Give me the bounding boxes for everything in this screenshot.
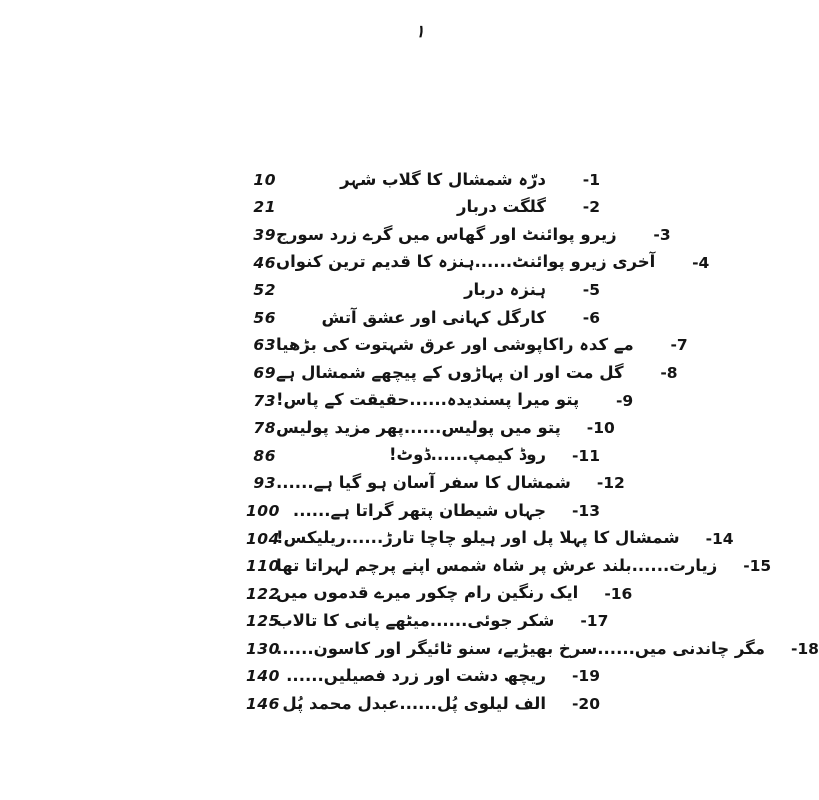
toc-entry [246, 580, 633, 608]
entry-page-number: 130 [246, 639, 280, 658]
toc-entry [246, 470, 625, 498]
toc-entry [246, 359, 678, 387]
toc-entry [246, 166, 600, 194]
entry-title: گلگت دربار [457, 197, 546, 217]
entry-page-number: 52 [253, 281, 276, 300]
entry-serial: -7 [670, 336, 688, 355]
entry-page-number: 86 [253, 446, 276, 465]
toc-entry [246, 249, 710, 277]
entry-page-number: 10 [253, 170, 276, 189]
toc-entry [246, 221, 671, 249]
toc-entry [246, 663, 600, 691]
entry-serial: -10 [586, 419, 615, 438]
entry-page-number: 93 [253, 474, 276, 493]
toc-entry [246, 304, 600, 332]
entry-title: زیرو پوائنٹ اور گھاس میں گرے زرد سورج [276, 224, 617, 244]
toc-entry [246, 552, 772, 580]
entry-serial: -14 [705, 529, 734, 548]
entry-title: کارگل کہانی اور عشق آتش [321, 307, 546, 327]
entry-title: زیارت......بلند عرش پر شاہ شمس اپنے پرچم لہراتا تھا [276, 555, 718, 575]
entry-serial: -3 [653, 225, 671, 244]
entry-page-number: 122 [246, 584, 280, 603]
entry-serial: -19 [571, 667, 600, 686]
entry-title: ہنزہ دربار [464, 279, 546, 299]
entry-title: شمشال کا سفر آسان ہو گیا ہے...... [276, 473, 571, 493]
entry-serial: -18 [790, 639, 819, 658]
entry-page-number: 78 [253, 419, 276, 438]
entry-serial: -2 [582, 198, 600, 217]
toc-entry [246, 690, 600, 718]
toc-entry [246, 332, 688, 360]
entry-page-number: 140 [246, 667, 280, 686]
entry-title: مگر چاندنی میں......سرخ بھیڑیے، سنو ٹائیگر اور کاسون...... [276, 638, 765, 658]
entry-serial: -13 [571, 501, 600, 520]
entry-title: آخری زیرو پوائنٹ......ہنزہ کا قدیم ترین کنواں [276, 252, 656, 272]
entry-title: شمشال کا پہلا پل اور ہیلو چاچا تارڑ......ریلیکس! [276, 528, 680, 548]
folio-number: ۱ [415, 22, 425, 42]
entry-serial: -8 [660, 363, 678, 382]
entry-page-number: 46 [253, 253, 276, 272]
entry-serial: -6 [582, 308, 600, 327]
entry-title: پتو میں پولیس......پھر مزید پولیس [276, 417, 561, 437]
toc-entry [246, 414, 615, 442]
entry-page-number: 63 [253, 336, 276, 355]
entry-title: مے کدہ راکاپوشی اور عرق شہتوت کی بڑھیا [276, 335, 634, 355]
toc-entry [246, 635, 819, 663]
entry-page-number: 104 [246, 529, 280, 548]
entry-serial: -12 [596, 474, 625, 493]
toc-entry [246, 497, 600, 525]
entry-title: الف لیلوی پُل......عبدل محمد پُل [282, 693, 546, 713]
entry-page-number: 110 [246, 557, 280, 576]
entry-page-number: 69 [253, 363, 276, 382]
entry-page-number: 125 [246, 612, 280, 631]
entry-serial: -9 [615, 391, 634, 410]
entry-title: جہاں شیطان پتھر گراتا ہے...... [292, 500, 546, 520]
entry-serial: -16 [604, 584, 633, 603]
toc-entry [246, 276, 600, 304]
entry-title: شکر جوئی......میٹھے پانی کا تالاب [276, 611, 555, 631]
entry-page-number: 146 [246, 695, 280, 714]
toc-entry [246, 608, 609, 636]
toc-entry [246, 525, 734, 553]
entry-serial: -17 [580, 612, 609, 631]
entry-serial: -15 [743, 557, 772, 576]
entry-title: روڈ کیمپ......ڈوٹ! [388, 445, 546, 465]
entry-serial: -4 [692, 253, 710, 272]
entry-serial: -1 [582, 170, 600, 189]
entry-page-number: 21 [253, 198, 276, 217]
entry-serial: -20 [571, 695, 600, 714]
toc-list [246, 166, 819, 718]
toc-entry [246, 442, 600, 470]
entry-title: پتو میرا پسندیدہ......حقیقت کے پاس! [276, 390, 580, 410]
entry-title: گل مت اور ان پہاڑوں کے پیچھے شمشال ہے [276, 362, 624, 382]
entry-title: ریچھ دشت اور زرد فصیلیں...... [286, 666, 546, 686]
entry-page-number: 39 [253, 225, 276, 244]
toc-entry [246, 387, 634, 415]
entry-page-number: 73 [253, 391, 276, 410]
entry-page-number: 56 [253, 308, 276, 327]
toc-entry [246, 194, 600, 222]
entry-page-number: 100 [246, 501, 280, 520]
entry-serial: -11 [571, 446, 600, 465]
entry-title: ایک رنگین رام چکور میرے قدموں میں [276, 583, 579, 603]
entry-title: درّہ شمشال کا گلاب شہر [340, 169, 546, 189]
entry-serial: -5 [582, 281, 600, 300]
